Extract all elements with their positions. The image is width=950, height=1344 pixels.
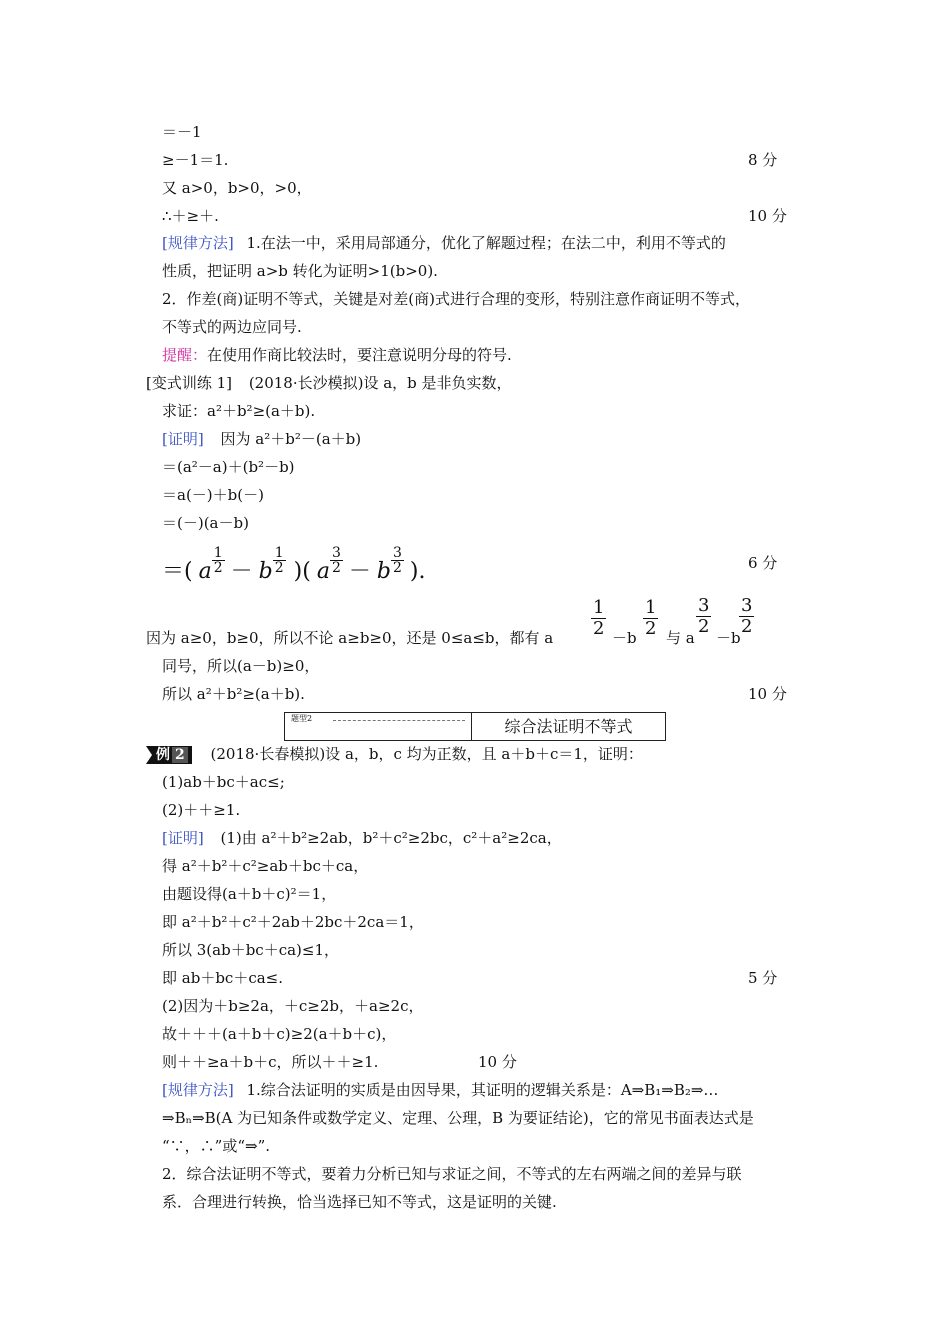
rule-tag: [规律方法] <box>162 234 234 252</box>
exponent-three-half <box>391 546 404 575</box>
exponent-three-half <box>696 596 711 637</box>
var-b: b <box>376 559 391 584</box>
proof-tag: [证明] <box>162 829 204 847</box>
exponent-three-half <box>739 596 754 637</box>
proof-line: 因为 a≥0，b≥0，所以不论 a≥b≥0，还是 0≤a≤b，都有 a <box>146 629 554 647</box>
frac-den: 2 <box>741 616 753 637</box>
badge-label: 例 <box>156 747 170 763</box>
minus-sign: － <box>230 559 253 584</box>
proof-line: 则＋＋≥a＋b＋c，所以＋＋≥1. <box>162 1053 379 1071</box>
rule-text: 不等式的两边应同号. <box>162 318 302 336</box>
score-label: 8 分 <box>748 151 778 169</box>
text-end: ). <box>409 559 426 584</box>
frac-den: 2 <box>698 616 710 637</box>
rule-text: 2．综合法证明不等式，要着力分析已知与求证之间，不等式的左右两端之间的差异与联 <box>162 1165 742 1183</box>
tip-tag: 提醒： <box>162 346 208 364</box>
rule-text: ⇒Bₙ⇒B(A 为已知条件或数学定义、定理、公理，B 为要证结论)，它的常见书面表达式是 <box>162 1109 754 1127</box>
exponent-half <box>212 546 225 575</box>
prove-line: 求证：a²＋b²≥(a＋b). <box>162 402 316 420</box>
rule-text: 性质，把证明 a>b 转化为证明>1(b>0). <box>162 262 438 280</box>
exponent-half <box>643 598 658 639</box>
rule-text: 1.在法一中，采用局部通分，优化了解题过程；在法二中，利用不等式的 <box>246 234 726 252</box>
proof-line: －b <box>716 629 741 647</box>
frac-num: 1 <box>645 597 657 618</box>
step-line: ∴＋≥＋. <box>162 207 219 225</box>
score-label: 10 分 <box>748 207 787 225</box>
exponent-half <box>273 546 286 575</box>
rule-text: 系．合理进行转换，恰当选择已知不等式，这是证明的关键. <box>162 1193 557 1211</box>
text-mid: )( <box>293 559 311 584</box>
tip-line <box>162 345 512 365</box>
exponent-half <box>591 598 606 639</box>
var-a: a <box>198 559 212 584</box>
frac-num: 3 <box>698 595 710 616</box>
step-line: ＝－1 <box>162 123 202 141</box>
proof-line <box>162 828 562 848</box>
proof-line: 与 a <box>666 629 695 647</box>
proof-line: 故＋＋＋(a＋b＋c)≥2(a＋b＋c)， <box>162 1025 397 1043</box>
example-stem: (2018·长春模拟)设 a，b，c 均为正数，且 a＋b＋c＝1，证明： <box>210 745 643 763</box>
proof-line: 同号，所以(a－b)≥0， <box>162 657 320 675</box>
step-line: 又 a>0，b>0，>0， <box>162 179 312 197</box>
variant-stem: (2018·长沙模拟)设 a，b 是非负实数， <box>248 374 512 392</box>
proof-line: 由题设得(a＋b＋c)²＝1， <box>162 885 337 903</box>
proof-line: ＝a(－)＋b(－) <box>162 486 264 504</box>
example-badge <box>146 746 192 764</box>
text-open: ＝( <box>162 559 193 584</box>
proof-line: 所以 a²＋b²≥(a＋b). <box>162 685 305 703</box>
rule-paragraph <box>162 233 726 253</box>
frac-den: 2 <box>274 560 284 576</box>
proof-line: ＝(－)(a－b) <box>162 514 249 532</box>
example-arrow-icon <box>146 746 152 764</box>
rule-text: “∵，∴”或“⇒”. <box>162 1137 271 1155</box>
example-header <box>146 744 643 764</box>
score-label: 10 分 <box>478 1053 517 1071</box>
frac-num: 3 <box>393 545 402 561</box>
frac-num: 3 <box>741 595 753 616</box>
variant-title: [变式训练 1] <box>146 374 233 392</box>
frac-num: 3 <box>331 545 341 561</box>
rule-paragraph <box>162 1080 718 1100</box>
tip-text: 在使用作商比较法时，要注意说明分母的符号. <box>207 346 512 364</box>
var-a: a <box>316 559 330 584</box>
proof-line: ＝(a²－a)＋(b²－b) <box>162 458 295 476</box>
banner-dash <box>333 720 465 721</box>
badge-number: 2 <box>172 747 188 763</box>
proof-text: 因为 a²＋b²－(a＋b) <box>220 430 362 448</box>
step-line: ≥－1＝1. <box>162 151 229 169</box>
proof-line <box>162 429 361 449</box>
frac-den: 2 <box>393 560 402 576</box>
banner-title: 综合法证明不等式 <box>504 717 633 736</box>
frac-num: 1 <box>274 545 284 561</box>
frac-num: 1 <box>593 597 605 618</box>
banner-tag: 题型2 <box>291 714 313 723</box>
proof-tag: [证明] <box>162 430 204 448</box>
proof-line: (2)因为＋b≥2a，＋c≥2b，＋a≥2c， <box>162 997 424 1015</box>
score-label: 10 分 <box>748 685 787 703</box>
frac-num: 1 <box>213 545 223 561</box>
rule-text: 2．作差(商)证明不等式，关键是对差(商)式进行合理的变形，特别注意作商证明不等式， <box>162 290 750 308</box>
rule-tag: [规律方法] <box>162 1081 234 1099</box>
proof-text: (1)由 a²＋b²≥2ab，b²＋c²≥2bc，c²＋a²≥2ca， <box>220 829 562 847</box>
score-label: 5 分 <box>748 969 778 987</box>
banner-left <box>285 713 472 740</box>
frac-den: 2 <box>213 560 223 576</box>
proof-line: 得 a²＋b²＋c²≥ab＋bc＋ca， <box>162 857 369 875</box>
score-label: 6 分 <box>748 554 778 572</box>
proof-line: 即 ab＋bc＋ca≤. <box>162 969 283 987</box>
proof-line: 即 a²＋b²＋c²＋2ab＋2bc＋2ca＝1， <box>162 913 424 931</box>
frac-den: 2 <box>645 618 657 639</box>
topic-banner <box>284 712 666 741</box>
question-line: (1)ab＋bc＋ac≤; <box>162 773 285 791</box>
var-b: b <box>258 559 273 584</box>
exponent-three-half <box>330 546 343 575</box>
proof-line: －b <box>612 629 637 647</box>
rule-text: 1.综合法证明的实质是由因导果，其证明的逻辑关系是：A⇒B₁⇒B₂⇒… <box>246 1081 719 1099</box>
question-line: (2)＋＋≥1. <box>162 801 241 819</box>
minus-sign: － <box>348 559 371 584</box>
variant-header <box>146 373 512 393</box>
frac-den: 2 <box>593 618 605 639</box>
frac-den: 2 <box>331 560 341 576</box>
proof-line: 所以 3(ab＋bc＋ca)≤1， <box>162 941 340 959</box>
proof-fraction-line <box>162 546 426 587</box>
